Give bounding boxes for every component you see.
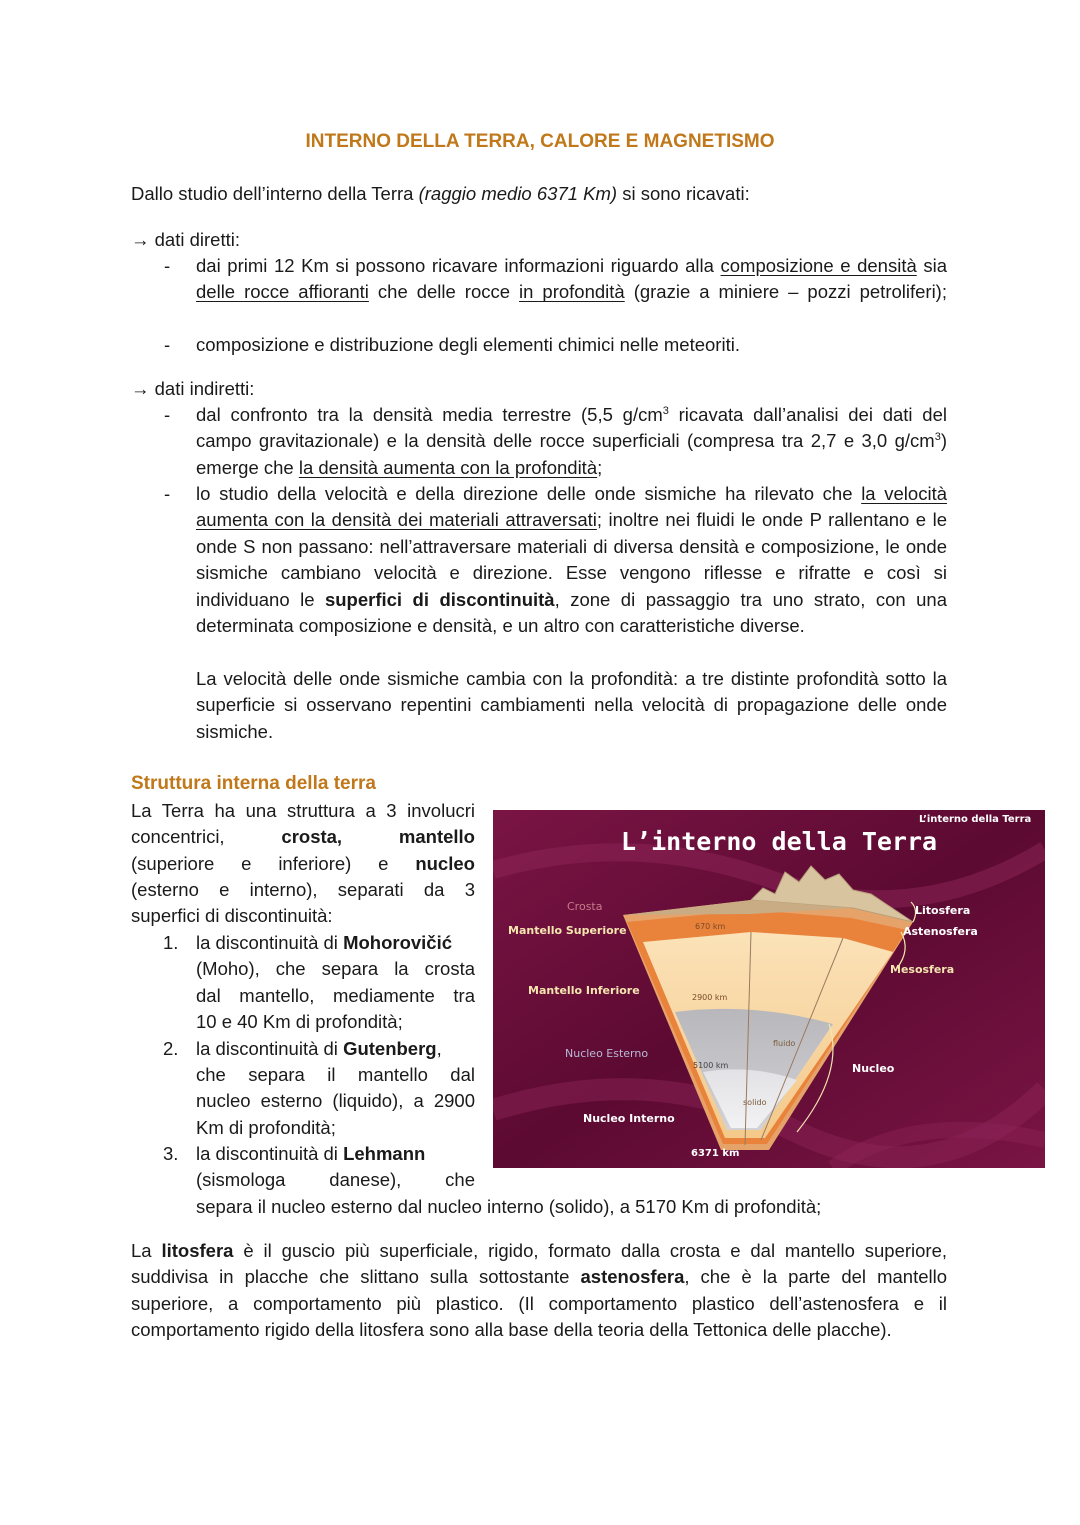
label-nucleo: Nucleo — [852, 1062, 895, 1075]
intro-text-end: si sono ricavati: — [617, 183, 750, 204]
label-solido: solido — [743, 1098, 767, 1107]
direct-item-1 — [196, 253, 947, 306]
bold-text: Lehmann — [343, 1143, 426, 1164]
text: la discontinuità di — [196, 932, 344, 953]
structure-line — [131, 824, 475, 850]
label-mesosfera: Mesosfera — [890, 963, 955, 976]
superscript: 3 — [662, 405, 669, 417]
label-fluido: fluido — [773, 1039, 796, 1048]
text: è il guscio più superficiale, rigido, formato dalla crosta e dal mantello superiore, suddivisa in placche che slittano sulla sottostante — [131, 1240, 948, 1288]
label-nucleo-esterno: Nucleo Esterno — [565, 1047, 649, 1060]
text: , zone di passaggio tra uno strato, con una determinata composizione e densità, e un altro con caratteristiche diverse. — [196, 588, 947, 637]
text: dal confronto tra la densità media terrestre (5,5 g/cm — [196, 404, 663, 425]
section-heading: Struttura interna della terra — [131, 773, 376, 794]
bullet-dash: - — [164, 334, 171, 355]
text: che delle rocce — [368, 281, 520, 303]
underlined-text: la densità aumenta con la profondità — [298, 456, 598, 478]
text: (superiore — [131, 853, 215, 874]
structure-line — [131, 851, 475, 877]
label-crosta: Crosta — [567, 900, 603, 913]
text: e — [241, 853, 252, 874]
bold-text: astenosfera — [580, 1266, 685, 1288]
structure-line: (esterno e interno), separati da 3 — [131, 879, 475, 900]
text: ) emerge che — [196, 430, 947, 478]
text: , che è la parte del mantello superiore, a comportamento più plastico. (Il comportamento plastico dell’astenosfera e il comportamento rigido della litosfera sono alla base della teoria della Tettonica delle placche). — [131, 1266, 948, 1341]
bold-text: Gutenberg — [343, 1038, 437, 1059]
list-item-lehmann — [196, 1141, 475, 1167]
text: concentrici, — [131, 826, 225, 847]
list-item-line: Km di profondità; — [196, 1117, 336, 1138]
intro-text: Dallo studio dell’interno della Terra — [131, 183, 419, 204]
bold-text: superfici di discontinuità — [324, 588, 555, 610]
indirect-item-2 — [196, 481, 947, 639]
structure-line: superfici di discontinuità: — [131, 905, 333, 926]
text: dai primi 12 Km si possono ricavare informazioni riguardo alla — [196, 255, 721, 276]
bold-text: litosfera — [161, 1240, 234, 1261]
earth-interior-diagram — [493, 810, 1045, 1168]
page-title: INTERNO DELLA TERRA, CALORE E MAGNETISMO — [305, 131, 775, 152]
list-item-line: (Moho), che separa la crosta — [196, 958, 475, 979]
indirect-item-2-continued: La velocità delle onde sismiche cambia con la profondità: a tre distinte profondità sotto la superficie si osservano repentini cambiamenti nella velocità di propagazione delle onde sismiche. — [196, 668, 947, 742]
label-astenosfera: Astenosfera — [903, 925, 978, 938]
text: inferiore) — [278, 853, 352, 874]
label-670km: 670 km — [695, 922, 726, 931]
intro-italic: (raggio medio 6371 Km) — [418, 183, 618, 204]
underlined-text: delle rocce affioranti — [196, 281, 369, 303]
underlined-text: la velocità aumenta con la densità dei materiali attraversati — [196, 483, 947, 531]
label-5100km: 5100 km — [693, 1061, 729, 1070]
text: ; inoltre nei fluidi le onde P rallentano e le onde S non passano: nell’attraversare materiali di diversa densità e composizione, le onde sismiche cambiano velocità e direzione. Esse vengono riflesse e rifratte e così si individuano le — [196, 509, 947, 610]
bold-text: nucleo — [415, 853, 475, 874]
underlined-text: in profondità — [519, 281, 625, 303]
underlined-text: composizione e densità — [720, 255, 917, 276]
text: ; — [597, 456, 603, 478]
list-item-line: (sismologa danese), che — [196, 1169, 475, 1190]
label-mantello-inferiore: Mantello Inferiore — [528, 984, 640, 997]
list-number: 1. — [163, 932, 179, 953]
bullet-dash: - — [164, 404, 171, 425]
text: ricavata dall’analisi dei dati del campo gravitazionale) e la densità delle rocce superficiali (compresa tra 2,7 e 3,0 g/cm — [196, 404, 947, 452]
list-item-gutenberg — [196, 1036, 475, 1062]
bullet-dash: - — [164, 483, 171, 504]
bold-text: mantello — [398, 826, 475, 847]
label-litosfera: Litosfera — [915, 904, 971, 917]
list-item-line: che separa il mantello dal — [196, 1064, 475, 1085]
indirect-data-heading: → dati indiretti: — [131, 378, 255, 399]
diagram-title: L’interno della Terra — [621, 827, 938, 856]
label-nucleo-interno: Nucleo Interno — [583, 1112, 675, 1125]
text: sia — [916, 255, 948, 276]
direct-item-2: composizione e distribuzione degli elementi chimici nelle meteoriti. — [196, 334, 740, 355]
text: La — [131, 1240, 162, 1261]
label-mantello-superiore: Mantello Superiore — [508, 924, 627, 937]
bold-text: crosta, — [281, 826, 343, 847]
text: (grazie a miniere – pozzi petroliferi); — [624, 281, 947, 303]
label-2900km: 2900 km — [692, 993, 728, 1002]
list-item-line: dal mantello, mediamente tra — [196, 985, 475, 1006]
text: la discontinuità di — [196, 1038, 344, 1059]
list-item-line: nucleo esterno (liquido), a 2900 — [196, 1090, 475, 1111]
list-item-line: 10 e 40 Km di profondità; — [196, 1011, 403, 1032]
closing-paragraph — [131, 1238, 947, 1344]
bullet-dash: - — [164, 255, 171, 276]
corner-label: L’interno della Terra — [919, 814, 1032, 825]
intro-paragraph — [131, 181, 951, 207]
list-number: 2. — [163, 1038, 179, 1059]
list-item-line: separa il nucleo esterno dal nucleo interno (solido), a 5170 Km di profondità; — [196, 1196, 822, 1217]
text: e — [378, 853, 389, 874]
text: , — [436, 1038, 442, 1059]
list-item-moho — [196, 930, 475, 956]
bold-text: Mohorovičić — [343, 932, 453, 953]
structure-line: La Terra ha una struttura a 3 involucri — [131, 800, 475, 821]
superscript: 3 — [934, 431, 941, 444]
direct-data-heading: → dati diretti: — [131, 229, 240, 250]
label-6371km: 6371 km — [691, 1148, 740, 1159]
list-number: 3. — [163, 1143, 179, 1164]
indirect-item-1 — [196, 402, 947, 481]
text: la discontinuità di — [196, 1143, 344, 1164]
text: lo studio della velocità e della direzione delle onde sismiche ha rilevato che — [196, 483, 862, 504]
